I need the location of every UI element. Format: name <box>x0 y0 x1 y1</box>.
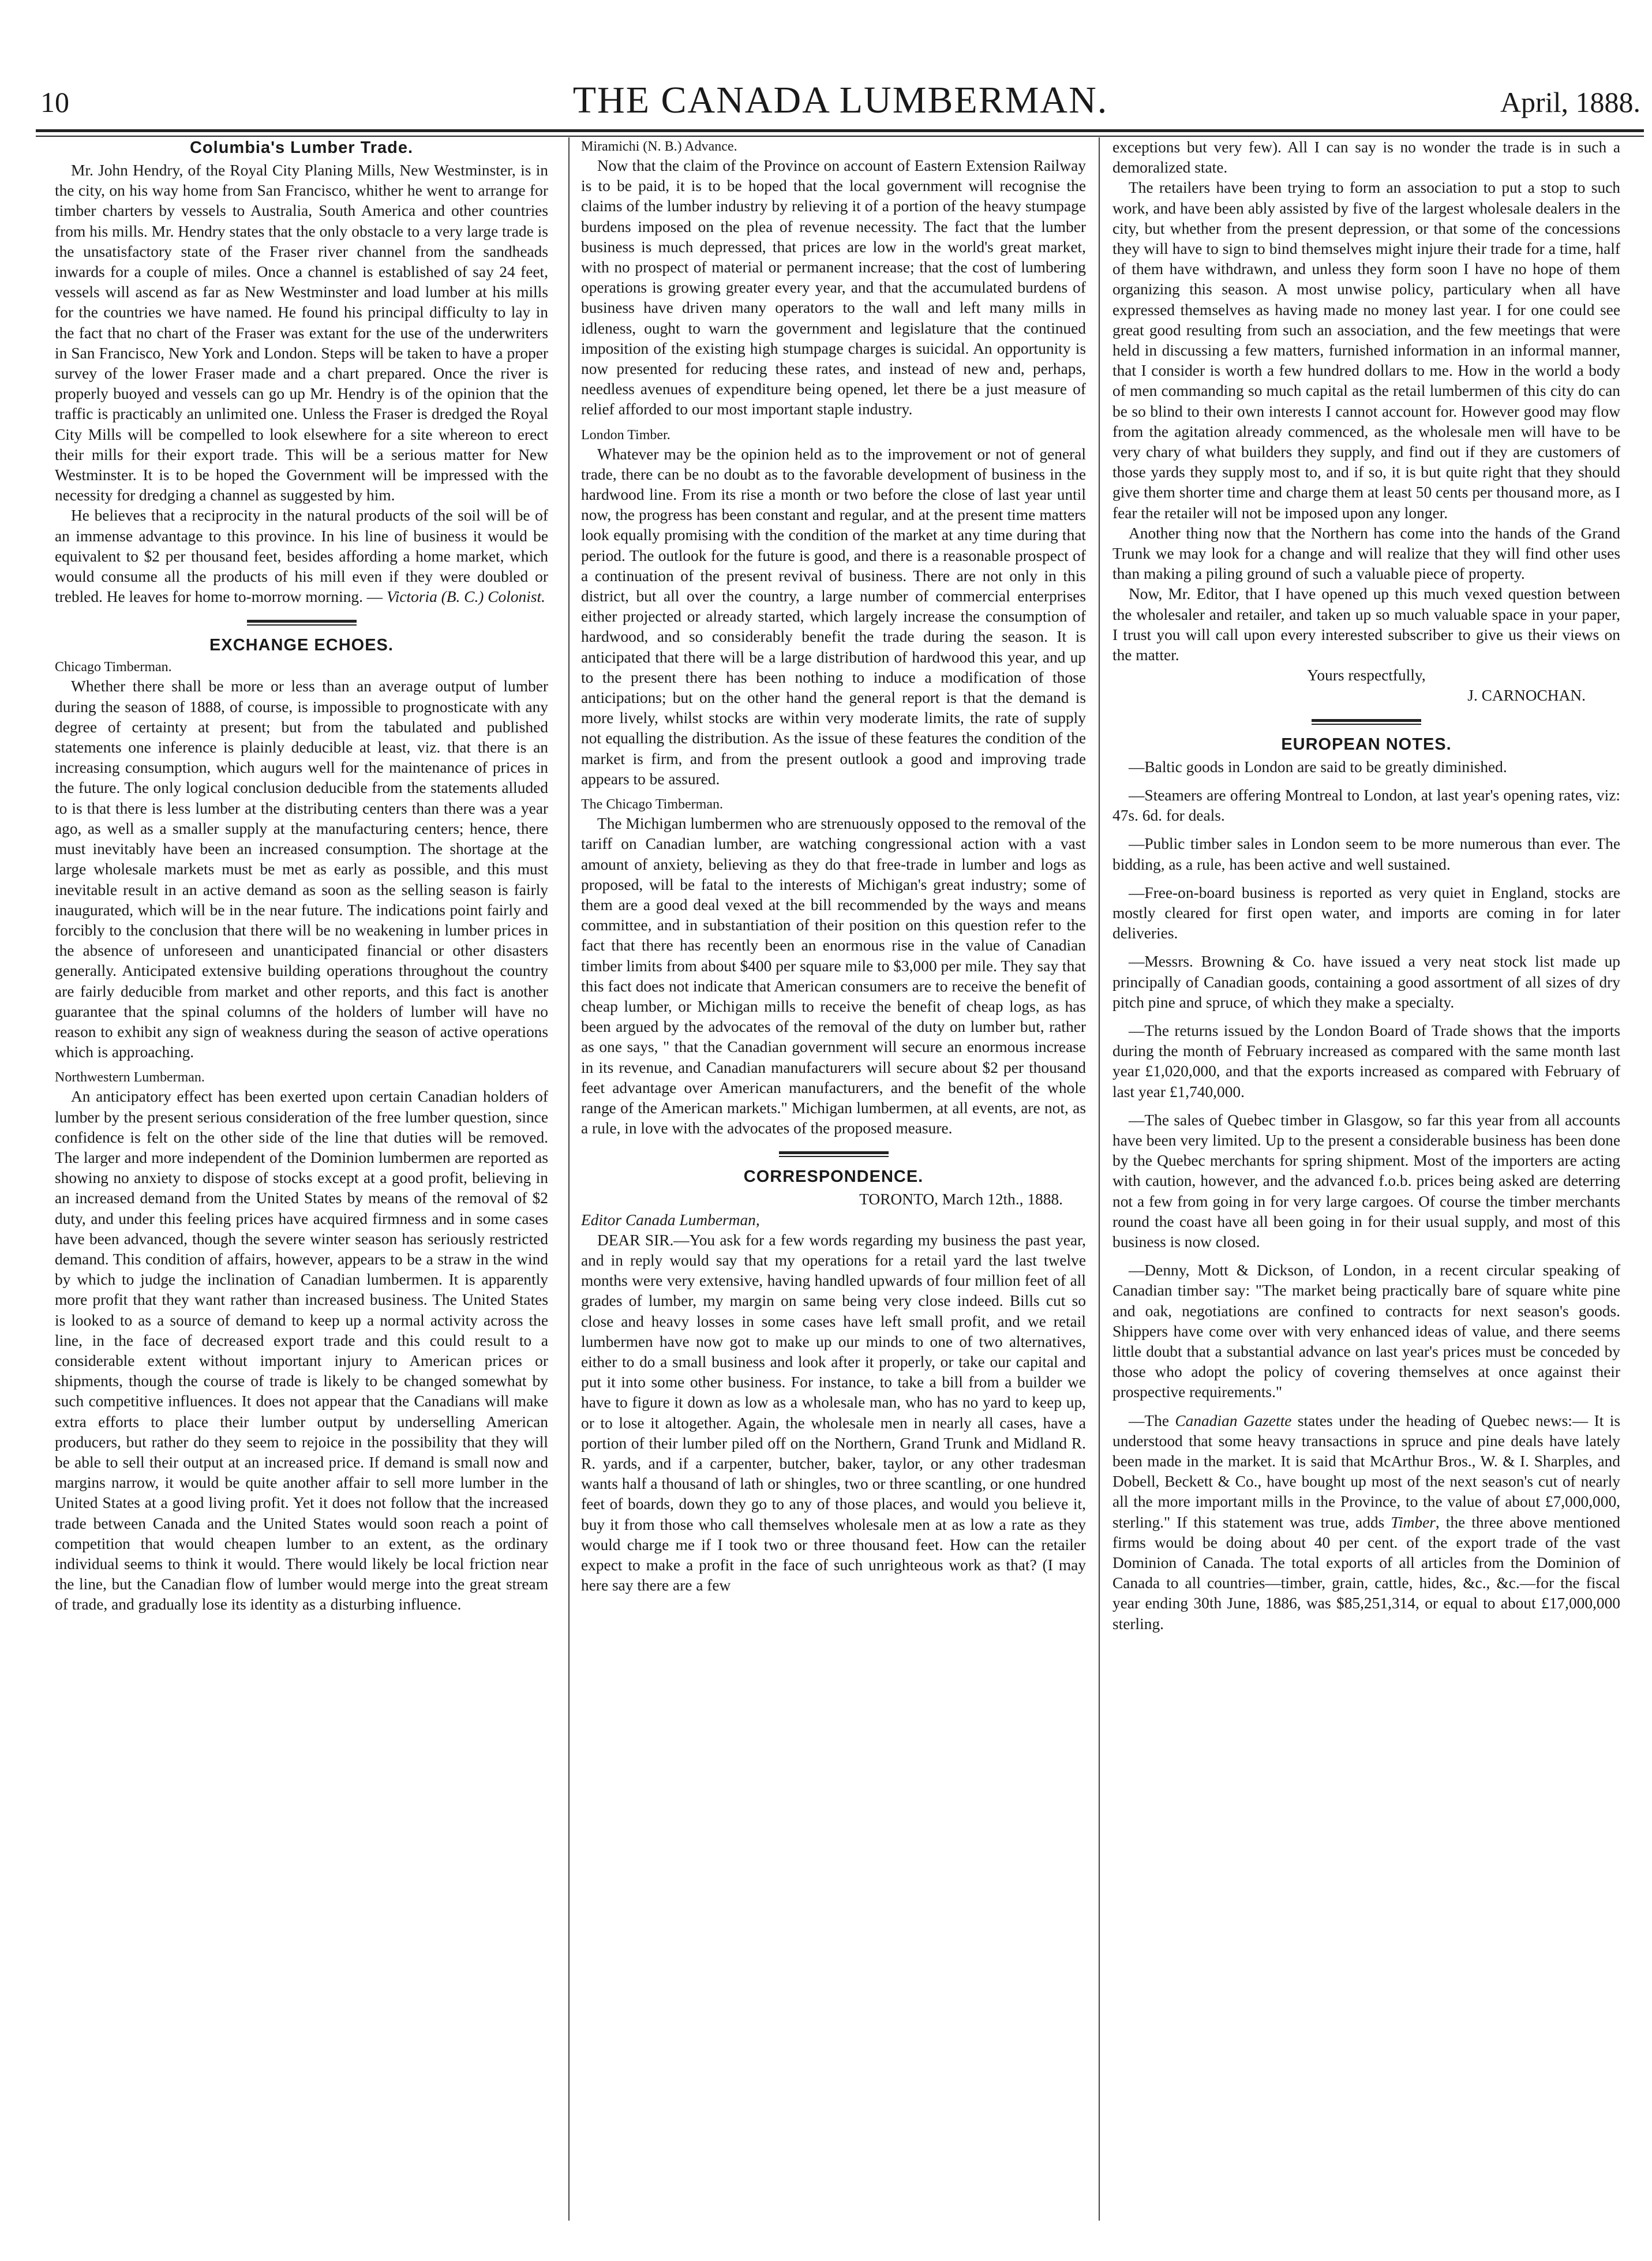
article-paragraph: Now that the claim of the Province on account of Eastern Extension Railway is to be paid, it is to be hoped that the local government will recognise the claims of the lumber industry by relieving it of a portion of the heavy stumpage burdens imposed on the plea of revenue necessity. The fact that the lumber business is much depressed, that prices are low in the world's great market, with no prospect of material or permanent increase; that the cost of lumbering operations is growing greater every year, and that the accumulated burdens of business have driven many operators to the wall and left many mills in idleness, ought to warn the government and legislature that the continued imposition of the existing high stumpage charges is suicidal. An opportunity is now presented for reducing these rates, and instead of new and, perhaps, needless avenues of expenditure being opened, let there be a just measure of relief afforded to our most important staple industry. <box>581 157 1086 418</box>
publication-title: THE CANADA LUMBERMAN. <box>572 79 1108 121</box>
source-label: London Timber. <box>581 427 670 443</box>
article-paragraph: The Michigan lumbermen who are strenuously opposed to the removal of the tariff on Canadian lumber, are watching congressional action with a vast amount of anxiety, believing as they do that free-trade in lumber and logs as proposed, will be fatal to the interests of Michigan's great industry; some of them are a good deal vexed at the bill recommended by the ways and means committee, and in substantiation of their position on this question refer to the fact that there has recently been an enormous rise in the value of Canadian timber limits from about $400 per square mile to $3,000 per mile. They say that this fact does not indicate that American consumers are to receive the benefit of cheap lumber, or Michigan mills to receive the benefit of cheap logs, as has been argued by the advocates of the removal of the duty on lumber but, rather as one says, " that the Canadian government will secure an enormous increase in its revenue, and Canadian manufacturers will secure about $2 per thousand feet advantage over American manufacturers, and the benefit of the whole range of the American markets." Michigan lumbermen, at all events, are not, as a rule, in love with the advocates of the proposed measure. <box>581 815 1086 1137</box>
article-paragraph: He believes that a reciprocity in the natural products of the soil will be of an immense advantage to this province. In his line of business it would be equivalent to $2 per thousand feet, besides affording a home market, which would consume all the products of his mill even if they were doubled or trebled. He leaves for home to-morrow morning. — Victoria (B. C.) Colonist. <box>55 507 548 606</box>
article-paragraph: An anticipatory effect has been exerted upon certain Canadian holders of lumber by the present serious consideration of the free lumber question, since confidence is felt on the other side of the line that duties will be removed. The larger and more independent of the Dominion lumbermen are reported as showing no anxiety to dispose of stocks except at a good profit, believing in an increased demand from the United States by means of the removal of $2 duty, and under this feeling prices have acquired firmness and in some cases have been advanced, though the severe winter season has seriously restricted demand. This condition of affairs, however, appears to be a straw in the wind by which to judge the inclination of Canadian lumbermen. It is apparently more profit that they want rather than increased business. The United States is looked to as a source of demand to keep up a normal activity across the line, in the face of decreased export trade and this could result to a considerable extent without important injury to American prices or shipments, though the course of trade is likely to be changed somewhat by such competitive influences. It does not appear that the Canadians will make extra efforts to place their lumber output by underselling American producers, but rather do they seem to rejoice in the possibility that they will be able to sell their output at an increased price. If demand is small now and margins narrow, it would be quite another affair to sell more lumber in the United States at a good living profit. Yet it does not follow that the increased trade between Canada and the United States would soon reach a point of competition that would cheapen lumber to an extent, as the ordinary individual seems to think it would. There would likely be local friction near the line, but the Canadian flow of lumber would merge into the great stream of trade, and gradually lose its identity as a disturbing influence. <box>55 1088 548 1614</box>
section-divider <box>779 1151 889 1157</box>
letter-paragraph: DEAR SIR.—You ask for a few words regarding my business the past year, and in reply would say that my operations for a retail yard the last twelve months were very extensive, having handled upwards of four million feet of all grades of lumber, my margin on same being very close indeed. Bills cut so close and heavy losses in some cases have left small profit, and we retail lumbermen have now got to make up our minds to one of two alternatives, either to do a small business and look after it properly, or take our capital and put it into some other business. For instance, to take a bill from a builder we have to figure it down as low as a wholesale man, who has no yard to keep up, or to lose it altogether. Again, the wholesale men in nearly all cases, have a portion of their lumber piled off on the Northern, Grand Trunk and Midland R. R. yards, and if a carpenter, butcher, baker, taylor, or any other tradesman wants half a thousand of lath or shingles, two or three scantling, or one hundred feet of boards, down they go to any of those places, and would you believe it, buy it from those who call themselves wholesale men at as low a rate as they would charge me if I took two or three thousand feet. How can the retailer expect to make a profit in the face of such unrighteous work as that? (I may here say there are a few <box>581 1231 1086 1594</box>
letter-paragraph: exceptions but very few). All I can say is no wonder the trade is in such a demoralized state. <box>1112 138 1620 177</box>
section-divider <box>247 620 357 626</box>
section-divider <box>1312 719 1421 725</box>
letter-paragraph: Another thing now that the Northern has come into the hands of the Grand Trunk we may look for a change and will realize that they will find other uses than making a piling ground of such a valuable piece of property. <box>1112 524 1620 583</box>
letter-paragraph: The retailers have been trying to form an association to put a stop to such work, and have been ably assisted by five of the largest wholesale dealers in the city, but whether from the present depression, or that some of the concessions they will have to sign to bind themselves might injure their trade for a time, half of them have withdrawn, and unless they form soon I have no hope of them organizing this season. A most unwise policy, particulary when all have expressed themselves as having made no money last year. I for one could see great good resulting from such an association, and the few meetings that were held in discussing a few matters, furnished information in an informal manner, that I consider is worth a few hundred dollars to me. How in the world a body of men commanding so much capital as the retail lumbermen of this city do can be so blind to their own interests I cannot account for. However good may flow from the agitation already commenced, as the wholesale men will have to be very chary of what builders they supply, and find out if they are customers of those yards they supply most to, and if so, it is but quite right that they should give them shorter time and charge them at least 50 cents per thousand more, as I fear the retailer will not be imposed upon any longer. <box>1112 179 1620 522</box>
news-note: —Messrs. Browning & Co. have issued a very neat stock list made up principally of Canadian goods, containing a good assortment of all sizes of dry pitch pine and spruce, of which they make a specialty. <box>1112 953 1620 1011</box>
source-label: The Chicago Timberman. <box>581 797 723 813</box>
masthead-rule <box>36 129 1644 137</box>
source-label: Northwestern Lumberman. <box>55 1070 205 1085</box>
news-note: —Baltic goods in London are said to be greatly diminished. <box>1129 758 1507 776</box>
salutation: Editor Canada Lumberman, <box>581 1211 760 1229</box>
masthead <box>40 75 1640 133</box>
letter-paragraph: Now, Mr. Editor, that I have opened up this much vexed question between the wholesaler and retailer, and taken up so much valuable space in your paper, I trust you will call upon every interested subscriber to give us their views on the matter. <box>1112 585 1620 664</box>
column-2 <box>581 137 1086 2221</box>
letter-signature: J. CARNOCHAN. <box>1467 687 1586 705</box>
news-note: —The returns issued by the London Board of Trade shows that the imports during the month of February increased as compared with the same month last year £1,020,000, and that the exports increased as compared with February of last year £1,740,000. <box>1112 1021 1620 1100</box>
news-note: —The Canadian Gazette states under the heading of Quebec news:— It is understood that some heavy transactions in spruce and pine deals have lately been made in the market. It is said that McArthur Bros., W. & I. Sharples, and Dobell, Beckett & Co., have bought up most of the next season's cut of nearly all the more important mills in the Province, to the value of about £7,000,000, sterling." If this statement was true, adds Timber, the three above mentioned firms would be doing about 40 per cent. of the export trade of the vast Dominion of Canada. The total exports of all articles from the Dominion of Canada to all countries—timber, grain, cattle, hides, &c., &c.—for the fiscal year ending 30th June, 1886, was $85,251,314, or equal to about £17,000,000 sterling. <box>1112 1412 1620 1633</box>
section-heading: EXCHANGE ECHOES. <box>209 636 394 655</box>
section-heading: CORRESPONDENCE. <box>743 1167 924 1186</box>
issue-date: April, 1888. <box>1500 86 1640 118</box>
column-divider <box>1099 137 1100 2221</box>
source-credit: Victoria (B. C.) Colonist. <box>387 588 545 606</box>
section-heading: EUROPEAN NOTES. <box>1281 735 1452 754</box>
news-note: —Free-on-board business is reported as very quiet in England, stocks are mostly cleared for first open water, and imports are coming in for later deliveries. <box>1112 884 1620 942</box>
article-paragraph: Whatever may be the opinion held as to the improvement or not of general trade, there can be no doubt as to the favorable development of business in the hardwood line. From its rise a month or two before the close of last year until now, the progress has been constant and regular, and at the present time matters look equally promising with the condition of the market at any time during that period. The outlook for the future is good, and there is a reasonable prospect of a continuation of the present revival of business. There are not only in this district, but all over the country, a large number of commercial enterprises either projected or already started, which largely increase the consumption of hardwood, and so considerably benefit the trade during the season. It is anticipated that there will be a large distribution of hardwood this year, and up to the present there has been nothing to induce a modification of those anticipations; but on the other hand the general report is that the demand is more lively, whilst stocks are within very moderate limits, the rate of supply not equalling the distribution. As the issue of these features the condition of the market is firm, and from the present outlook a good and improving trade appears to be assured. <box>581 445 1086 788</box>
news-note: —Public timber sales in London seem to be more numerous than ever. The bidding, as a rule, has been active and well sustained. <box>1112 835 1620 873</box>
source-label: Miramichi (N. B.) Advance. <box>581 139 737 154</box>
letter-closing: Yours respectfully, <box>1307 667 1426 684</box>
news-note: —Denny, Mott & Dickson, of London, in a recent circular speaking of Canadian timber say: "The market being practically bare of square white pine and oak, negotiations are confined to contracts for next season's goods. Shippers have come over with very enhanced ideas of value, and there seems little doubt that a substantial advance on last year's prices must be conceded by those who adopt the policy of covering themselves at once against their prospective requirements." <box>1112 1261 1620 1401</box>
dateline: TORONTO, March 12th., 1888. <box>859 1191 1063 1208</box>
column-1 <box>55 137 548 2221</box>
article-heading: Columbia's Lumber Trade. <box>189 138 414 157</box>
news-note: —Steamers are offering Montreal to London, at last year's opening rates, viz: 47s. 6d. for deals. <box>1112 786 1620 825</box>
news-note: —The sales of Quebec timber in Glasgow, so far this year from all accounts have been very limited. Up to the present a considerable business has been done by the Quebec merchants for spring shipment. Most of the importers are acting with caution, however, and the advanced f.o.b. prices being asked are deterring not a few from going in for very large cargoes. Of course the timber merchants round the coast have all been going in for their usual supply, and most of this business is now closed. <box>1112 1111 1620 1251</box>
column-divider <box>568 137 570 2221</box>
article-paragraph: Whether there shall be more or less than an average output of lumber during the season of 1888, of course, is impossible to prognosticate with any degree of certainty at present; but from the tabulated and published statements one inference is plainly deducible at least, viz. that there is an increasing consumption, which augurs well for the maintenance of prices in the future. The only logical conclusion deducible from the statements alluded to is that there is less lumber at the distributing centers than there was a year ago, as well as a smaller supply at the manufacturing centers; hence, there must inevitably have been an increased consumption. The shortage at the large wholesale markets must be met as early as possible, and this must inevitable result in an active demand as soon as the selling season is fairly inaugurated, which will be in the near future. The indications point fairly and forcibly to the conclusion that there will be no weakening in lumber prices in the absence of unforeseen and unanticipated financial or other disasters generally. Anticipated extensive building operations throughout the country are fairly deducible from market and other reports, and this fact is another guarantee that the spinal columns of the holders of lumber will have no reason to exhibit any sign of weakness during the season of active operations which is approaching. <box>55 677 548 1061</box>
page-number: 10 <box>40 86 69 118</box>
column-3 <box>1112 137 1620 2221</box>
article-paragraph: Mr. John Hendry, of the Royal City Planing Mills, New Westminster, is in the city, on his way home from San Francisco, whither he went to arrange for timber charters by vessels to Australia, South America and other countries from his mills. Mr. Hendry states that the only obstacle to a very large trade is the unsatisfactory state of the Fraser river channel from the sandheads inwards for a couple of miles. Once a channel is established of say 24 feet, vessels will ascend as far as New Westminster and load lumber at his mills for the countries we have named. He found his principal difficulty to lay in the fact that no chart of the Fraser was extant for the use of the underwriters in San Francisco, New York and London. Steps will be taken to have a proper survey of the lower Fraser made and a chart prepared. Once the river is properly buoyed and vessels can go up Mr. Hendry is of the opinion that the traffic is practicably an unlimited one. Unless the Fraser is dredged the Royal City Mills will be compelled to look elsewhere for a site whereon to erect their mills for their export trade. This will be a serious matter for New Westminster. It is to be hoped the Government will be impressed with the necessity for dredging a channel as suggested by him. <box>55 162 548 504</box>
source-label: Chicago Timberman. <box>55 660 172 675</box>
